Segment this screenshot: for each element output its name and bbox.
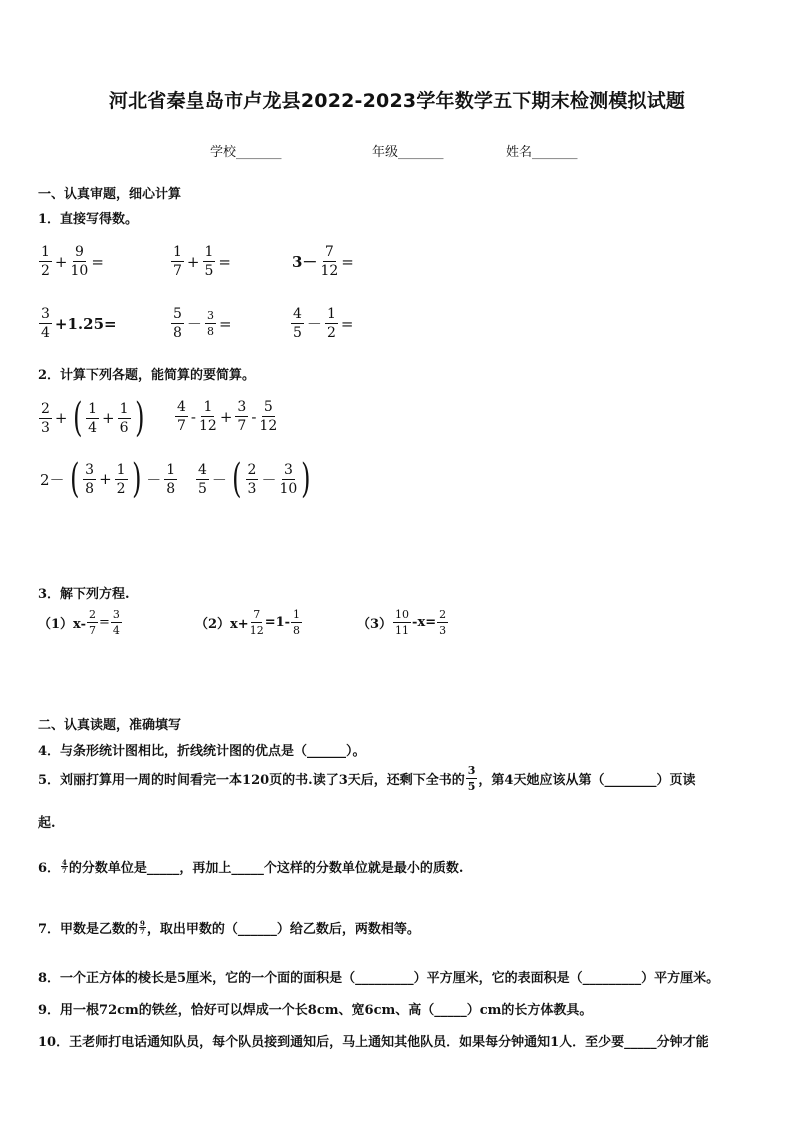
fraction: $\frac{3}{8}$ (85, 461, 95, 497)
question-9: 9．用一根72cm的铁丝，恰好可以焊成一个长8cm、宽6cm、高（_____）cm的长方体教具。 (38, 1003, 593, 1018)
q2-expr-3: 2－ ( $\frac{3}{8}$ + $\frac{1}{2}$ ) － $\frac{1}{8}$ (40, 456, 176, 502)
grade-field: 年级_______ (372, 145, 444, 160)
fraction: $\frac{3}{7}$ (237, 399, 247, 434)
fraction: $\frac{1}{8}$ (166, 461, 176, 497)
fraction: $\frac{1}{12}$ (199, 399, 217, 434)
q2-expr-2: $\frac{4}{7}$ - $\frac{1}{12}$ + $\frac{3}{7}$ - $\frac{5}{12}$ (177, 399, 278, 434)
fraction: $\frac{7}{12}$ (320, 244, 339, 279)
question-5: 5．刘丽打算用一周的时间看完一本120页的书.读了3天后，还剩下全书的 $\frac{3}{5}$ ，第4天她应该从第（________）页读 (38, 764, 696, 793)
fraction: $\frac{9}{10}$ (70, 244, 89, 279)
fraction: $\frac{4}{5}$ (198, 461, 207, 497)
fraction: $\frac{4}{7}$ (62, 858, 67, 875)
q1-item-3: 3－ $\frac{7}{12}$ = (292, 244, 354, 279)
q3-equation-2: （2）x+ $\frac{7}{12}$ =1- $\frac{1}{8}$ (195, 608, 301, 637)
fraction: $\frac{1}{2}$ (326, 306, 336, 341)
fraction: $\frac{2}{3}$ (41, 400, 50, 436)
question-10: 10．王老师打电话通知队员，每个队员接到通知后，马上通知其他队员．如果每分钟通知1人．至少要_____分钟才能 (38, 1035, 709, 1050)
fraction: $\frac{3}{4}$ (41, 306, 50, 341)
fraction: $\frac{4}{7}$ (177, 399, 186, 434)
fraction: $\frac{1}{6}$ (119, 400, 129, 436)
fraction: $\frac{1}{2}$ (41, 244, 50, 279)
fraction: $\frac{10}{11}$ (395, 608, 410, 637)
fraction: $\frac{1}{4}$ (88, 400, 98, 436)
question-4: 4．与条形统计图相比，折线统计图的优点是（______）。 (38, 744, 366, 759)
fraction: $\frac{1}{2}$ (116, 461, 126, 497)
q3-label: 3．解下列方程. (38, 587, 130, 602)
name-field: 姓名_______ (506, 145, 578, 160)
fraction: $\frac{3}{10}$ (279, 461, 298, 497)
question-8: 8．一个正方体的棱长是5厘米，它的一个面的面积是（_________）平方厘米，它的表面积是（_________）平方厘米。 (38, 971, 720, 986)
section1-heading: 一、认真审题，细心计算 (38, 187, 182, 202)
q2-expr-1: $\frac{2}{3}$ + ( $\frac{1}{4}$ + $\frac{1}{6}$ ) (41, 395, 145, 441)
fraction: $\frac{5}{12}$ (259, 399, 278, 434)
fraction: $\frac{4}{5}$ (293, 306, 302, 341)
fraction: $\frac{5}{8}$ (173, 306, 182, 341)
fraction: $\frac{2}{3}$ (247, 461, 257, 497)
section2-heading: 二、认真读题，准确填写 (38, 718, 182, 733)
fraction: $\frac{3}{5}$ (467, 764, 476, 793)
fraction: $\frac{3}{4}$ (112, 608, 120, 637)
fraction: $\frac{2}{3}$ (439, 608, 447, 637)
question-6: 6． $\frac{4}{7}$ 的分数单位是_____，再加上_____个这样的分数单位就是最小的质数. (38, 858, 464, 876)
q2-expr-4: $\frac{4}{5}$ － ( $\frac{2}{3}$ － $\frac{3}{10}$ ) (198, 456, 311, 502)
q1-label: 1．直接写得数。 (38, 212, 139, 227)
question-7: 7．甲数是乙数的 $\frac{9}{7}$ ，取出甲数的（______）给乙数后，两数相等。 (38, 919, 420, 937)
fraction: $\frac{9}{7}$ (140, 919, 145, 936)
q1-item-6: $\frac{4}{5}$ － $\frac{1}{2}$ = (293, 306, 354, 341)
q3-equation-3: （3） $\frac{10}{11}$ -x= $\frac{2}{3}$ (357, 608, 447, 637)
fraction: $\frac{3}{8}$ (206, 309, 214, 338)
q1-item-2: $\frac{1}{7}$ + $\frac{1}{5}$ = (173, 244, 231, 279)
page-title: 河北省秦皇岛市卢龙县2022-2023学年数学五下期末检测模拟试题 (108, 90, 686, 112)
fraction: $\frac{1}{5}$ (204, 244, 214, 279)
school-field: 学校_______ (210, 145, 282, 160)
fraction: $\frac{2}{7}$ (88, 608, 96, 637)
q1-item-5: $\frac{5}{8}$ － $\frac{3}{8}$ = (173, 306, 232, 341)
q3-equation-1: （1）x- $\frac{2}{7}$ = $\frac{3}{4}$ (38, 608, 120, 637)
fraction: $\frac{1}{7}$ (173, 244, 182, 279)
fraction: $\frac{7}{12}$ (249, 608, 264, 637)
question-5-continued: 起. (38, 816, 56, 831)
fraction: $\frac{1}{8}$ (293, 608, 301, 637)
q1-item-1: $\frac{1}{2}$ + $\frac{9}{10}$ = (41, 244, 104, 279)
q2-label: 2．计算下列各题，能简算的要简算。 (38, 368, 256, 383)
q1-item-4: $\frac{3}{4}$ +1.25= (41, 306, 117, 341)
